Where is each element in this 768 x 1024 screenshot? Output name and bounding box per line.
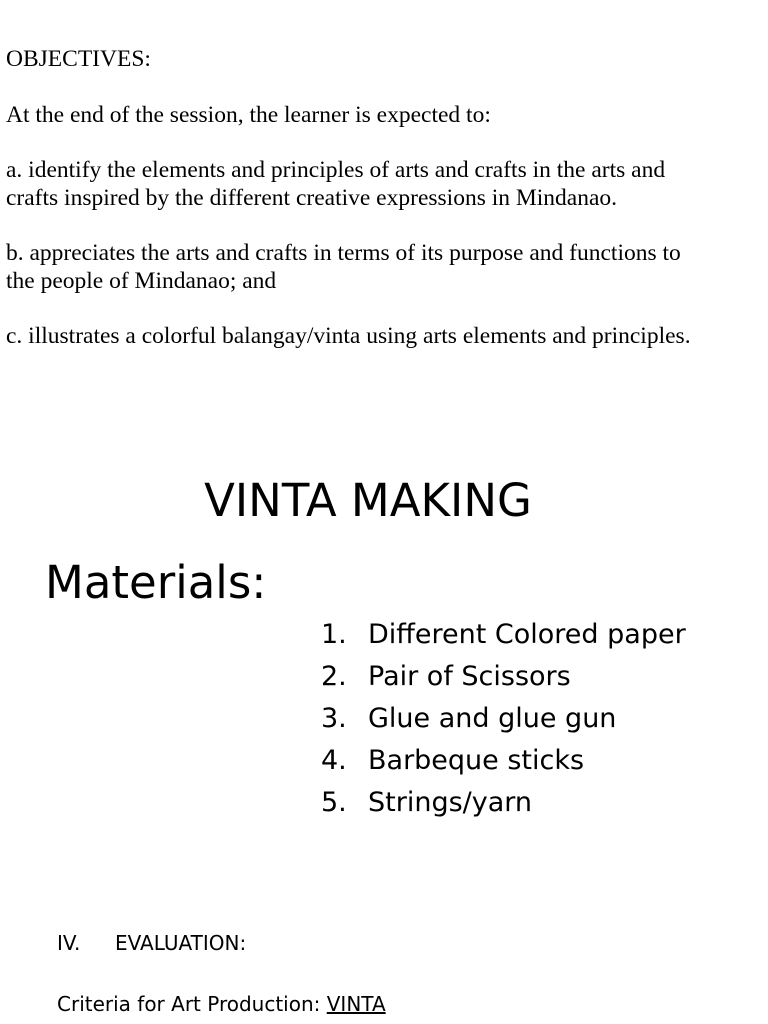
list-item — [321, 740, 686, 782]
list-item — [321, 782, 686, 824]
objectives-intro: At the end of the session, the learner is expected to: — [6, 102, 491, 128]
list-item-number: 5. — [321, 787, 347, 818]
objective-item-c — [6, 322, 691, 350]
section-title: EVALUATION: — [115, 931, 247, 955]
list-item-text: Strings/yarn — [368, 787, 533, 818]
section-number: IV. — [57, 931, 81, 955]
list-item-text: Barbeque sticks — [368, 745, 585, 776]
objective-line: b. appreciates the arts and crafts in terms of its purpose and functions to — [6, 240, 681, 266]
materials-heading: Materials: — [45, 556, 267, 609]
objectives-heading: OBJECTIVES: — [6, 46, 151, 72]
list-item-text: Glue and glue gun — [368, 703, 617, 734]
materials-list — [321, 614, 686, 824]
list-item-number: 2. — [321, 661, 347, 692]
criteria-line — [57, 992, 386, 1016]
list-item-number: 4. — [321, 745, 347, 776]
objective-line: c. illustrates a colorful balangay/vinta using arts elements and principles. — [6, 323, 691, 349]
objective-item-b — [6, 239, 681, 295]
evaluation-heading — [57, 931, 246, 955]
objective-line: crafts inspired by the different creative expressions in Mindanao. — [6, 185, 618, 211]
list-item — [321, 614, 686, 656]
objective-line: the people of Mindanao; and — [6, 268, 277, 294]
list-item — [321, 656, 686, 698]
list-item-number: 3. — [321, 703, 347, 734]
criteria-label: Criteria for Art Production: — [57, 992, 327, 1016]
objective-item-a — [6, 156, 665, 212]
criteria-value: VINTA — [326, 992, 386, 1016]
list-item-text: Different Colored paper — [368, 619, 686, 650]
list-item — [321, 698, 686, 740]
list-item-text: Pair of Scissors — [368, 661, 571, 692]
list-item-number: 1. — [321, 619, 347, 650]
objective-line: a. identify the elements and principles of arts and crafts in the arts and — [6, 157, 666, 183]
slide-title: VINTA MAKING — [204, 474, 532, 527]
